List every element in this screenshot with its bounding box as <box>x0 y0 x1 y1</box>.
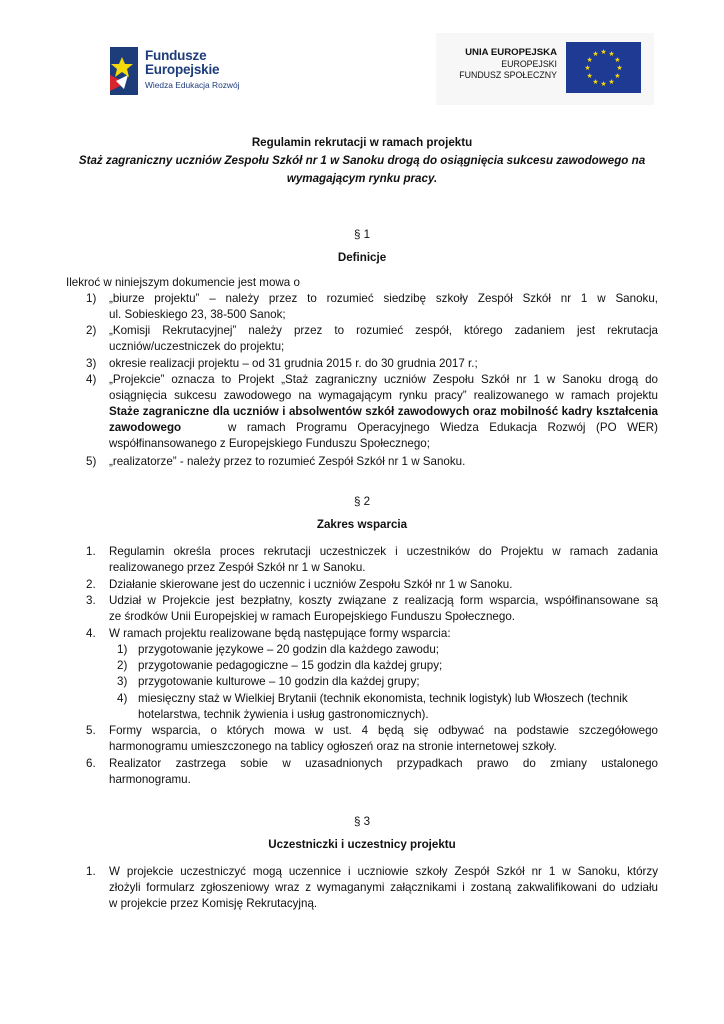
scope-subitem-2-line1: przygotowanie pedagogiczne – 15 godzin dla każdej grupy; <box>138 659 443 672</box>
section2-number: § 2 <box>353 495 371 508</box>
scope-item-6-line1: Realizator zastrzega sobie w uzasadnionych przypadkach prawo do zmiany ustalonego <box>109 757 658 770</box>
fe-name-line1: Fundusze <box>145 48 207 63</box>
def-item-2-line1: „Komisji Rekrutacyjnej” należy przez to rozumieć zespół, którego zadaniem jest rekrutacja <box>109 324 658 337</box>
fe-subtitle: Wiedza Edukacja Rozwój <box>145 80 240 90</box>
eu-star-icon: ★ <box>608 51 615 59</box>
fe-name-line2: Europejskie <box>145 62 220 77</box>
scope-subitem-3-line1: przygotowanie kulturowe – 10 godzin dla każdej grupy; <box>138 675 420 688</box>
scope-subitem-4-number: 4) <box>117 692 128 705</box>
scope-item-1-number: 1. <box>86 545 96 558</box>
scope-item-4-number: 4. <box>86 627 96 640</box>
def-item-4-line1: „Projekcie” oznacza to Projekt „Staż zagraniczny uczniów Zespołu Szkół nr 1 w Sanoku drogą do <box>109 373 658 386</box>
def-item-5-line1: „realizatorze” - należy przez to rozumieć Zespół Szkół nr 1 w Sanoku. <box>109 455 466 468</box>
eu-star-icon: ★ <box>592 78 599 86</box>
participants-item-1-number: 1. <box>86 865 96 878</box>
eu-star-icon: ★ <box>584 65 591 72</box>
section3-number: § 3 <box>353 815 371 828</box>
scope-item-3-line2: ze środków Unii Europejskiej w ramach Europejskiego Funduszu Społecznego. <box>109 610 515 623</box>
scope-subitem-1-number: 1) <box>117 643 128 656</box>
scope-subitem-2-number: 2) <box>117 659 128 672</box>
scope-item-1-line1: Regulamin określa proces rekrutacji uczestniczek i uczestników do Projektu w ramach zadania <box>109 545 658 558</box>
participants-item-1-line2: złożyli formularz zgłoszeniowy wraz z wymaganymi załącznikami i zostaną zakwalifikowani do udziału <box>109 881 658 894</box>
participants-item-1-line1: W projekcie uczestniczyć mogą uczennice i uczniowie szkoły Zespół Szkół nr 1 w Sanoku, którzy <box>109 865 658 878</box>
def-item-4-line3-rest: w ramach Programu Operacyjnego Wiedza Edukacja Rozwój (PO WER) <box>228 421 658 434</box>
scope-subitem-4-line1: miesięczny staż w Wielkiej Brytanii (technik ekonomista, technik logistyk) lub Włoszech (technik <box>138 692 628 705</box>
eu-flag-icon <box>566 42 641 93</box>
scope-subitem-1-line1: przygotowanie językowe – 20 godzin dla każdego zawodu; <box>138 643 439 656</box>
section2-heading: Zakres wsparcia <box>316 518 408 531</box>
eu-line2: EUROPEJSKI <box>501 58 557 69</box>
scope-item-5-line1: Formy wsparcia, o których mowa w ust. 4 będą się odbywać na podstawie szczegółowego <box>109 724 658 737</box>
def-item-1-line1: „biurze projektu” – należy przez to rozumieć siedzibę szkoły Zespół Szkół nr 1 w Sanoku, <box>109 292 658 305</box>
eu-star-icon: ★ <box>616 65 623 72</box>
eu-star-icon: ★ <box>586 73 593 80</box>
fe-emblem-icon <box>106 45 142 97</box>
scope-item-5-number: 5. <box>86 724 96 737</box>
section1-number: § 1 <box>353 228 371 241</box>
scope-item-3-line1: Udział w Projekcie jest bezpłatny, koszty związane z realizacją form wsparcia, współfinansowane są <box>109 594 658 607</box>
project-title-line1: Staż zagraniczny uczniów Zespołu Szkół nr 1 w Sanoku drogą do osiągnięcia sukcesu zawodowego na <box>78 154 646 167</box>
eu-star-icon: ★ <box>586 57 593 64</box>
participants-item-1-line3: w projekcie przez Komisję Rekrutacyjną. <box>109 897 318 910</box>
def-item-4-line4: współfinansowanego z Europejskiego Funduszu Społecznego; <box>109 437 430 450</box>
scope-item-2-number: 2. <box>86 578 96 591</box>
eu-star-icon: ★ <box>608 78 615 86</box>
eu-line3: FUNDUSZ SPOŁECZNY <box>459 70 557 80</box>
def-item-1-line2: ul. Sobieskiego 23, 38-500 Sanok; <box>109 308 286 321</box>
section3-heading: Uczestniczki i uczestnicy projektu <box>268 838 456 851</box>
scope-subitem-4-line2: hotelarstwa, technik żywienia i usług gastronomicznych). <box>138 708 429 721</box>
def-item-4-bold-word: zawodowego <box>109 421 182 434</box>
def-item-4-number: 4) <box>86 373 97 386</box>
eu-star-icon: ★ <box>600 81 607 88</box>
eu-star-icon: ★ <box>614 57 621 64</box>
eu-star-icon: ★ <box>600 49 607 56</box>
def-item-4-line2: osiągnięcia sukcesu zawodowego na wymagającym rynku pracy” realizowanego w ramach projektu <box>109 389 658 402</box>
scope-item-6-line2: harmonogramu. <box>109 773 191 786</box>
def-item-3-number: 3) <box>86 357 97 370</box>
section1-intro: Ilekroć w niniejszym dokumencie jest mowa o <box>66 276 300 289</box>
def-item-4-bold-line: Staże zagraniczne dla uczniów i absolwentów szkół zawodowych oraz mobilność kadry kształcenia <box>109 405 658 418</box>
scope-subitem-3-number: 3) <box>117 675 128 688</box>
document-title: Regulamin rekrutacji w ramach projektu <box>251 136 473 149</box>
eu-line1: UNIA EUROPEJSKA <box>465 47 557 58</box>
eu-logo <box>436 33 654 105</box>
project-title-line2: wymagającym rynku pracy. <box>286 172 438 185</box>
scope-item-1-line2: realizowanego przez Zespół Szkół nr 1 w Sanoku. <box>109 561 366 574</box>
def-item-2-line2: uczniów/uczestniczek do projektu; <box>109 340 285 353</box>
scope-item-5-line2: harmonogramu umieszczonego na tablicy ogłoszeń oraz na stronie internetowej szkoły. <box>109 740 557 753</box>
scope-item-4-line1: W ramach projektu realizowane będą następujące formy wsparcia: <box>109 627 451 640</box>
def-item-3-line1: okresie realizacji projektu – od 31 grudnia 2015 r. do 30 grudnia 2017 r.; <box>109 357 478 370</box>
def-item-2-number: 2) <box>86 324 97 337</box>
def-item-1-number: 1) <box>86 292 97 305</box>
eu-star-icon: ★ <box>592 51 599 59</box>
scope-item-6-number: 6. <box>86 757 96 770</box>
scope-item-2-line1: Działanie skierowane jest do uczennic i uczniów Zespołu Szkół nr 1 w Sanoku. <box>109 578 513 591</box>
section1-heading: Definicje <box>337 251 387 264</box>
eu-star-icon: ★ <box>614 73 621 80</box>
scope-item-3-number: 3. <box>86 594 96 607</box>
def-item-5-number: 5) <box>86 455 97 468</box>
fundusze-europejskie-logo <box>106 45 256 97</box>
